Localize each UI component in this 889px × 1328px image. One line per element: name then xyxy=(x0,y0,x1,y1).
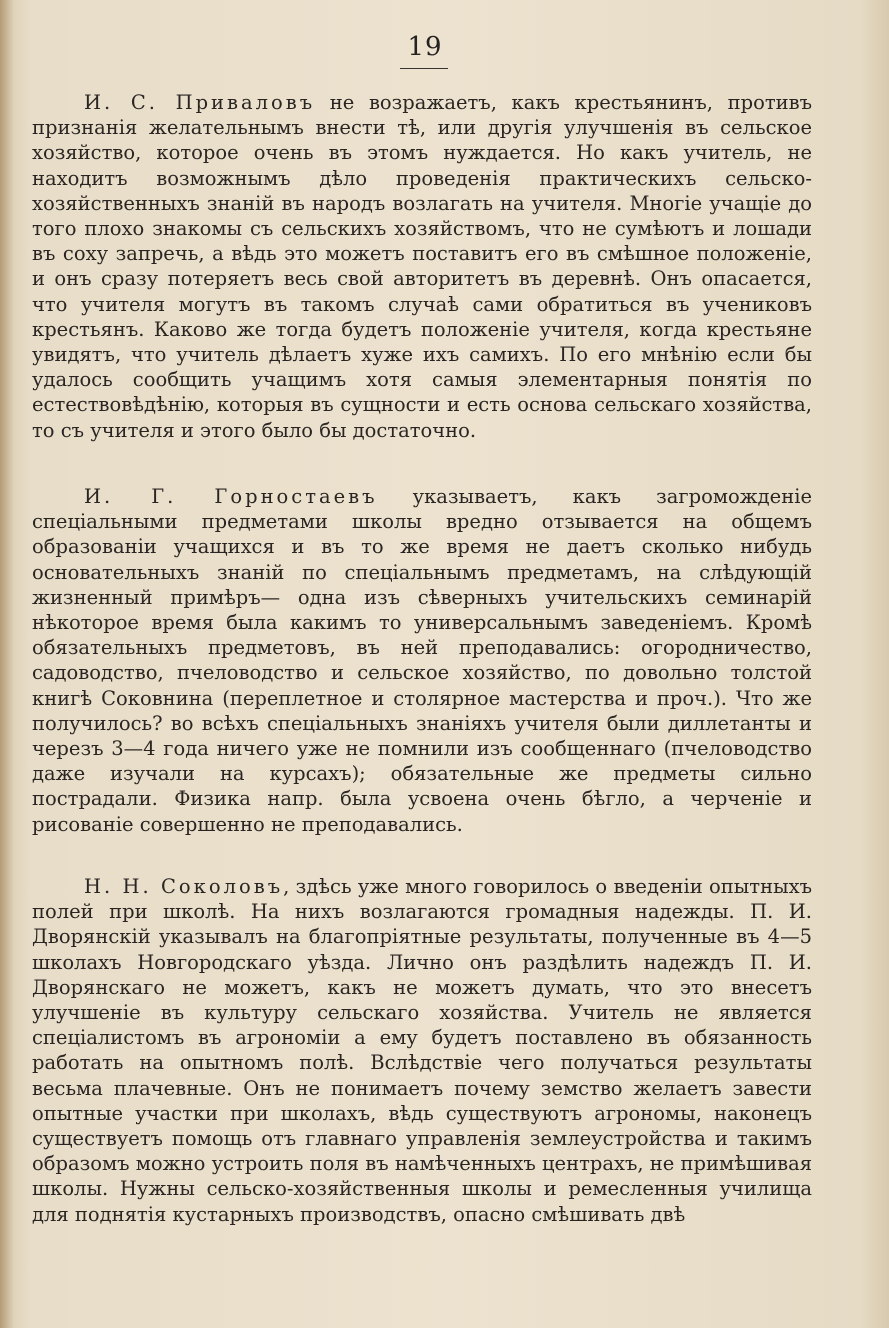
page-number-underline xyxy=(400,68,448,69)
speaker-name: Н. Н. Соколовъ xyxy=(84,875,284,898)
paragraph-text: , здѣсь уже много говорилось о введеніи опытныхъ полей при школѣ. На нихъ возлагаются громадныя надежды. П. И. Дворянскій указывалъ на благопріятные результаты, полученные въ 4—5 школахъ Новгородскаго уѣзда. Лично онъ раздѣлить надеждъ П. И. Дворянскаго не можетъ, какъ не можетъ думать, что это внесетъ улучшеніе въ культуру сельскаго хозяйства. Учитель не является спеціалистомъ въ агрономіи а ему будетъ поставлено въ обязанность работать на опытномъ полѣ. Вслѣдствіе чего получаться результаты весьма плачевные. Онъ не понимаетъ почему земство желаетъ завести опытные участки при школахъ, вѣдь существуютъ агрономы, наконецъ существуетъ помощь отъ главнаго управленія землеустройства и такимъ образомъ можно устроить поля въ намѣченныхъ центрахъ, не примѣшивая школы. Нужны сельско-хозяйственныя школы и ремесленныя училища для поднятія кустарныхъ производствъ, опасно смѣшивать двѣ xyxy=(32,875,813,1226)
page-number: 19 xyxy=(407,32,443,62)
paragraph-text: указываетъ, какъ загроможденіе спеціальными предметами школы вредно отзывается на общемъ образованіи учащихся и въ то же время не даетъ сколько нибудь основательныхъ знаній по спеціальнымъ предметамъ, на слѣдующій жизненный примѣръ— одна изъ сѣверныхъ учительскихъ семинарій нѣкоторое время была какимъ то универсальнымъ заведеніемъ. Кромѣ обязательныхъ предметовъ, въ ней преподавались: огородничество, садоводство, пчеловодство и сельское хозяйство, по довольно толстой книгѣ Соковнина (переплетное и столярное мастерства и проч.). Что же получилось? во всѣхъ спеціальныхъ знаніяхъ учителя были диллетанты и черезъ 3—4 года ничего уже не помнили изъ сообщеннаго (пчеловодство даже изучали на курсахъ); обязательные же предметы сильно пострадали. Физика напр. была усвоена очень бѣгло, а черченіе и рисованіе совершенно не преподавались. xyxy=(32,485,812,836)
paragraph-sokolov xyxy=(32,874,812,1227)
speaker-name: И. Г. Горностаевъ xyxy=(84,485,378,508)
speaker-name: И. С. Приваловъ xyxy=(84,91,316,114)
paragraph-text: не возражаетъ, какъ крестьянинъ, противъ признанія желательнымъ внести тѣ, или другія улучшенія въ сельское хозяйство, которое очень въ этомъ нуждается. Но какъ учитель, не находитъ возможнымъ дѣло проведенія практическихъ сельско-хозяйственныхъ знаній въ народъ возлагать на учителя. Многіе учащіе до того плохо знакомы съ сельскихъ хозяйствомъ, что не сумѣютъ и лошади въ соху запречь, а вѣдь это можетъ поставитъ его въ смѣшное положеніе, и онъ сразу потеряетъ весь свой авторитетъ въ деревнѣ. Онъ опасается, что учителя могутъ въ такомъ случаѣ сами обратиться въ учениковъ крестьянъ. Каково же тогда будетъ положеніе учителя, когда крестьяне увидятъ, что учитель дѣлаетъ хуже ихъ самихъ. По его мнѣнію если бы удалось сообщить учащимъ хотя самыя элементарныя понятія по естествовѣдѣнію, которыя въ сущности и есть основа сельскаго хозяйства, то съ учителя и этого было бы достаточно. xyxy=(32,91,812,442)
paragraph-gornostaev xyxy=(32,484,812,837)
paragraph-privalov xyxy=(32,90,812,443)
page-binding-edge xyxy=(0,0,14,1328)
